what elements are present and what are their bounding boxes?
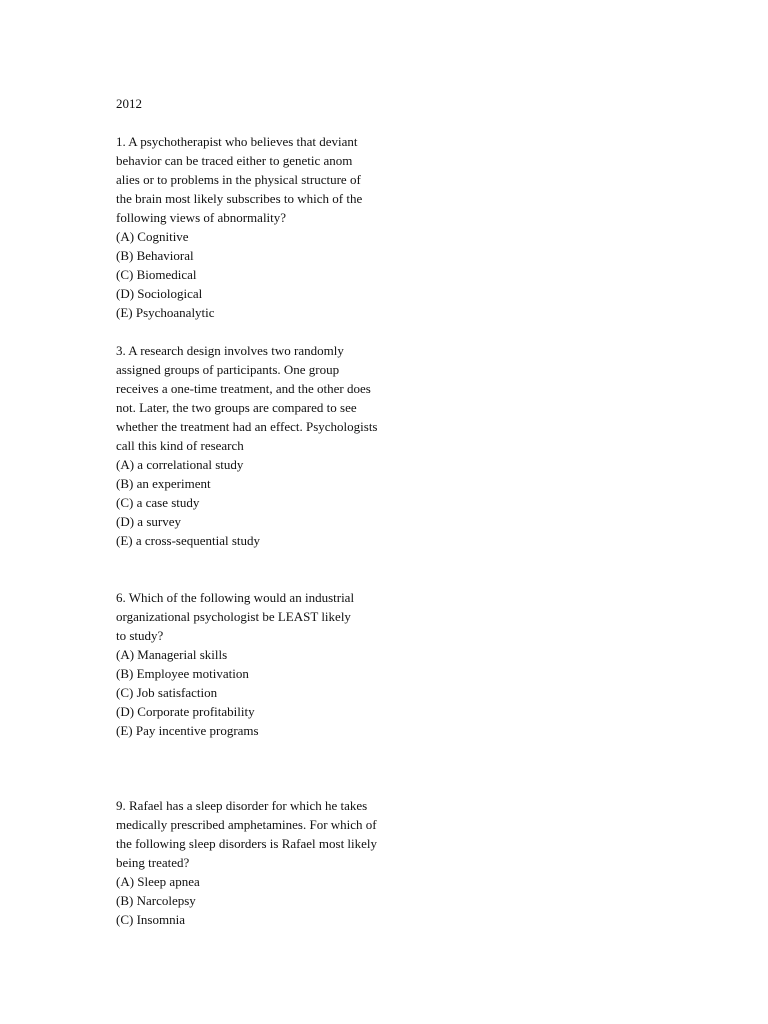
question-3-option-c: (C) a case study [116,495,200,510]
question-6-text-line: 6. Which of the following would an industrial [116,590,355,605]
question-3-text-line: call this kind of research [116,438,244,453]
question-3-text-line: not. Later, the two groups are compared to see [116,400,357,415]
question-9-text-line: the following sleep disorders is Rafael most likely [116,836,378,851]
question-6-option-a: (A) Managerial skills [116,647,228,662]
question-1-option-c: (C) Biomedical [116,267,197,282]
question-3-option-d: (D) a survey [116,514,181,529]
question-3-option-b: (B) an experiment [116,476,211,491]
question-3-option-a: (A) a correlational study [116,457,244,472]
question-3-text-line: whether the treatment had an effect. Psychologists [116,419,378,434]
question-9-option-b: (B) Narcolepsy [116,893,196,908]
question-9-text-line: medically prescribed amphetamines. For which of [116,817,377,832]
question-9-text-line: 9. Rafael has a sleep disorder for which he takes [116,798,368,813]
question-1-text-line: following views of abnormality? [116,210,287,225]
question-6-option-d: (D) Corporate profitability [116,704,255,719]
question-1-text-line: 1. A psychotherapist who believes that deviant [116,134,358,149]
question-6-option-c: (C) Job satisfaction [116,685,218,700]
question-9-option-a: (A) Sleep apnea [116,874,200,889]
question-1-text-line: behavior can be traced either to genetic anom [116,153,353,168]
question-3-option-e: (E) a cross-sequential study [116,533,261,548]
question-1-text-line: the brain most likely subscribes to which of the [116,191,363,206]
question-3-text-line: 3. A research design involves two randomly [116,343,344,358]
question-3-text-line: receives a one-time treatment, and the other does [116,381,371,396]
question-6-text-line: organizational psychologist be LEAST likely [116,609,351,624]
question-6-option-e: (E) Pay incentive programs [116,723,259,738]
question-9-option-c: (C) Insomnia [116,912,185,927]
year-heading: 2012 [116,96,142,111]
question-1-option-d: (D) Sociological [116,286,203,301]
question-6-option-b: (B) Employee motivation [116,666,249,681]
question-1-text-line: alies or to problems in the physical structure of [116,172,361,187]
question-1-option-e: (E) Psychoanalytic [116,305,215,320]
question-3-text-line: assigned groups of participants. One group [116,362,340,377]
question-6-text-line: to study? [116,628,164,643]
question-9-text-line: being treated? [116,855,190,870]
question-1-option-a: (A) Cognitive [116,229,189,244]
question-1-option-b: (B) Behavioral [116,248,194,263]
